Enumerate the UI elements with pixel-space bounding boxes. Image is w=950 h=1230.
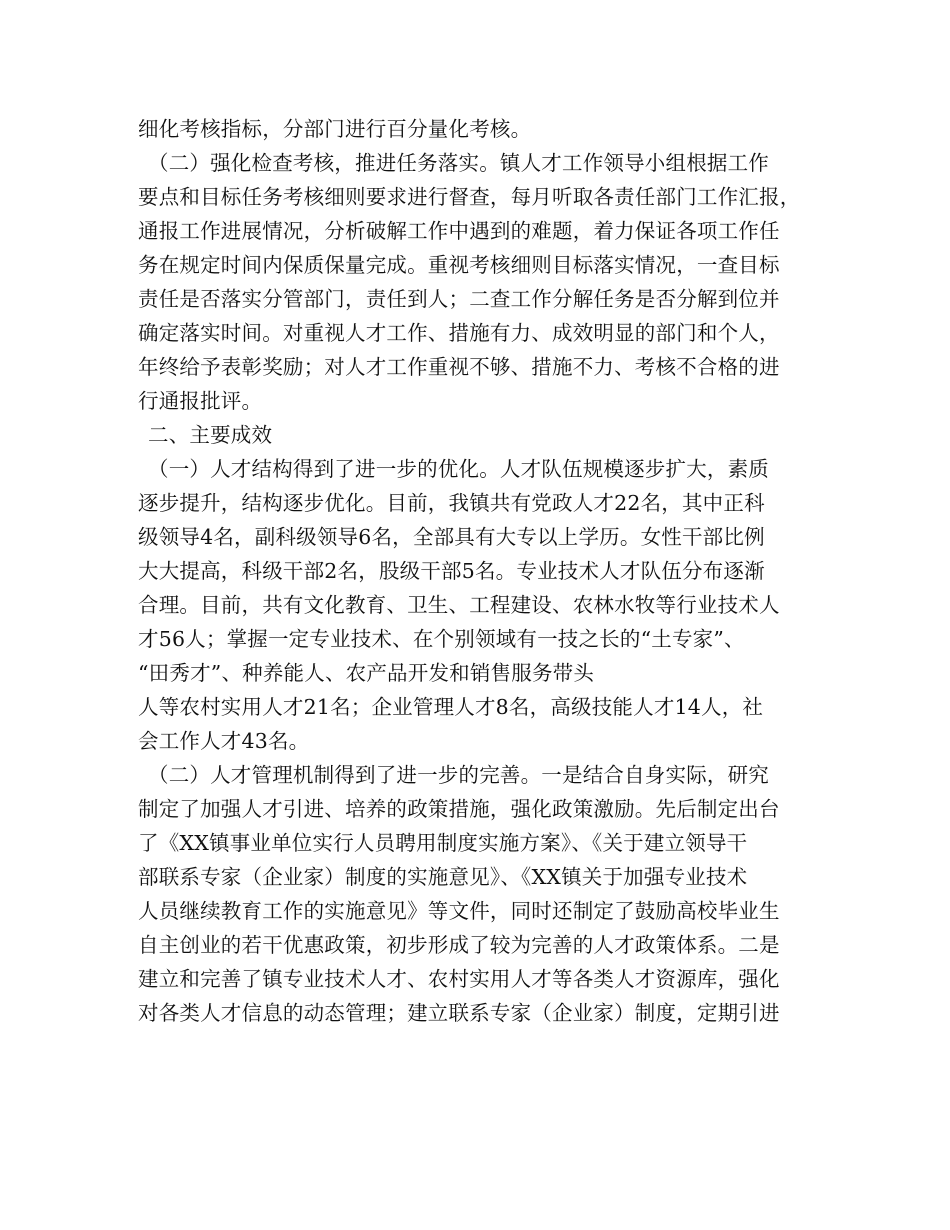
text-line: 对各类人才信息的动态管理；建立联系专家（企业家）制度，定期引进 bbox=[138, 1001, 780, 1025]
text-line: 人等农村实用人才21名；企业管理人才8名，高级技能人才14人，社 bbox=[138, 695, 764, 719]
text-line: 了《XX镇事业单位实行人员聘用制度实施方案》、《关于建立领导干 bbox=[138, 831, 748, 855]
text-line: 级领导4名，副科级领导6名，全部具有大专以上学历。女性干部比例 bbox=[138, 525, 765, 549]
text-line: 建立和完善了镇专业技术人才、农村实用人才等各类人才资源库，强化 bbox=[138, 967, 780, 991]
text-line: 细化考核指标，分部门进行百分量化考核。 bbox=[138, 117, 532, 141]
text-line: 要点和目标任务考核细则要求进行督查，每月听取各责任部门工作汇报， bbox=[138, 185, 801, 209]
text-line: 制定了加强人才引进、培养的政策措施，强化政策激励。先后制定出台 bbox=[138, 797, 780, 821]
text-line: 会工作人才43名。 bbox=[138, 729, 310, 753]
text-line: 才56人；掌握一定专业技术、在个别领域有一技之长的“土专家”、 bbox=[138, 627, 745, 651]
text-line: 确定落实时间。对重视人才工作、措施有力、成效明显的部门和个人， bbox=[138, 321, 780, 345]
text-line: 通报工作进展情况，分析破解工作中遇到的难题，着力保证各项工作任 bbox=[138, 219, 780, 243]
text-line: 大大提高，科级干部2名，股级干部5名。专业技术人才队伍分布逐渐 bbox=[138, 559, 765, 583]
document-body bbox=[138, 112, 838, 1030]
text-line: 务在规定时间内保质保量完成。重视考核细则目标落实情况，一查目标 bbox=[138, 253, 780, 277]
text-line: 人员继续教育工作的实施意见》等文件，同时还制定了鼓励高校毕业生 bbox=[138, 899, 780, 923]
text-line: 行通报批评。 bbox=[138, 389, 263, 413]
text-line: 逐步提升，结构逐步优化。目前，我镇共有党政人才22名，其中正科 bbox=[138, 491, 765, 515]
text-line: 年终给予表彰奖励；对人才工作重视不够、措施不力、考核不合格的进 bbox=[138, 355, 780, 379]
text-line: （一）人才结构得到了进一步的优化。人才队伍规模逐步扩大，素质 bbox=[148, 457, 769, 481]
text-line: （二）强化检查考核，推进任务落实。镇人才工作领导小组根据工作 bbox=[148, 151, 769, 175]
text-line: 部联系专家（企业家）制度的实施意见》、《XX镇关于加强专业技术 bbox=[138, 865, 748, 889]
section-heading: 二、主要成效 bbox=[148, 423, 273, 447]
text-line: “田秀才”、种养能人、农产品开发和销售服务带头 bbox=[138, 661, 595, 685]
text-line: 合理。目前，共有文化教育、卫生、工程建设、农林水牧等行业技术人 bbox=[138, 593, 780, 617]
text-line: 自主创业的若干优惠政策，初步形成了较为完善的人才政策体系。二是 bbox=[138, 933, 780, 957]
text-line: （二）人才管理机制得到了进一步的完善。一是结合自身实际，研究 bbox=[148, 763, 769, 787]
text-line: 责任是否落实分管部门，责任到人；二查工作分解任务是否分解到位并 bbox=[138, 287, 780, 311]
